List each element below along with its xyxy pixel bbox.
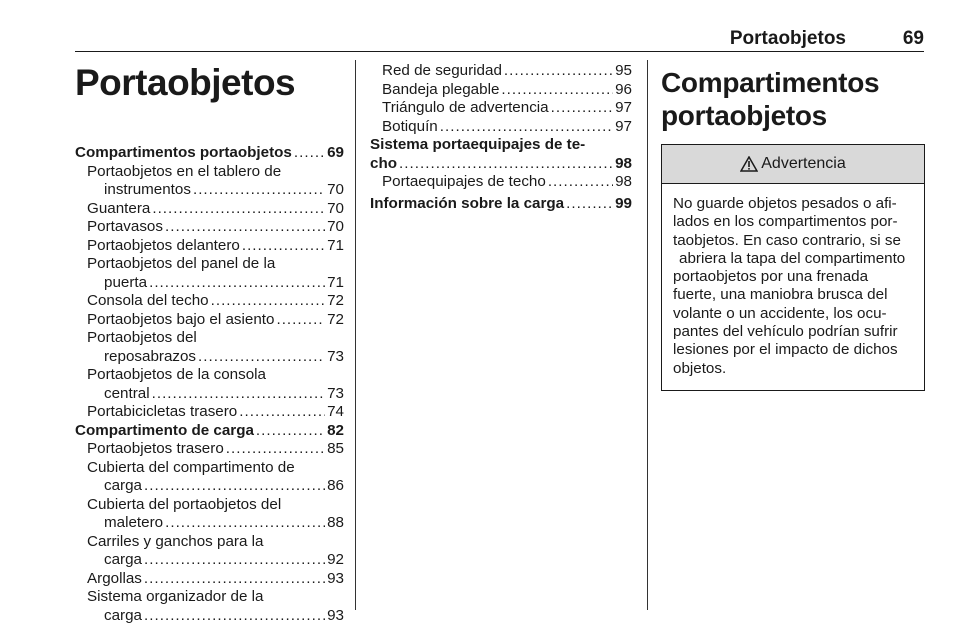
dot-leader [294, 144, 325, 163]
toc-item[interactable] [75, 292, 344, 311]
toc-page-number: 85 [327, 440, 344, 457]
toc-page-number: 74 [327, 403, 344, 420]
dot-leader [144, 551, 325, 570]
toc-page-number: 97 [615, 117, 632, 135]
page-header [75, 28, 924, 50]
toc-item[interactable] [75, 163, 344, 200]
page-number: 69 [902, 28, 924, 49]
column-divider-1 [355, 60, 356, 610]
toc-item-label: Portaobjetos delantero [87, 236, 240, 254]
toc-page-number: 71 [327, 236, 344, 254]
dot-leader [276, 311, 325, 330]
toc-section[interactable] [75, 422, 344, 441]
toc-item-label-line-1: Cubierta del portaobjetos del [87, 495, 282, 513]
dot-leader [211, 292, 326, 311]
toc-page-number: 97 [615, 99, 632, 116]
warning-text-line: portaobjetos por una frenada [673, 268, 869, 286]
toc-item[interactable] [382, 99, 632, 118]
toc-item[interactable] [75, 570, 344, 589]
toc-item[interactable] [75, 588, 344, 625]
toc-section[interactable] [75, 144, 344, 163]
toc-page-number: 70 [327, 218, 344, 235]
warning-text-line: lesiones por el impacto de dichos [673, 341, 898, 359]
toc-item-label: Bandeja plegable [382, 80, 500, 98]
warning-text-line: taobjetos. En caso contrario, si se [673, 231, 901, 249]
warning-text [662, 184, 924, 390]
toc-item[interactable] [75, 237, 344, 256]
toc-item-label: Portabicicletas trasero [87, 403, 238, 420]
dot-leader [399, 155, 613, 174]
toc-column-1 [75, 62, 344, 625]
dot-leader [149, 274, 325, 293]
toc-section-label: Sistema portaequipajes de te- [370, 136, 586, 153]
toc-item-label: Triángulo de advertencia [382, 99, 549, 116]
toc-item-label-line-1: Cubierta del compartimento de [87, 458, 295, 476]
table-of-contents [75, 144, 344, 625]
toc-item-roof-rack[interactable] [370, 173, 632, 192]
section-title-line-2: portaobjetos [661, 100, 827, 131]
warning-triangle-icon [740, 156, 758, 172]
toc-item-label: puerta [104, 273, 148, 291]
chapter-title: Portaobjetos [75, 62, 296, 103]
toc-item-label: Portaobjetos trasero [87, 440, 224, 457]
toc-item[interactable] [75, 496, 344, 533]
toc-item-label: Portavasos [87, 218, 163, 235]
toc-section-load-info[interactable] [370, 195, 632, 214]
toc-page-number: 73 [327, 384, 344, 402]
dot-leader [256, 422, 325, 441]
dot-leader [440, 118, 613, 137]
toc-page-number: 82 [327, 421, 344, 439]
toc-page-number: 96 [615, 80, 632, 98]
section-title [661, 66, 925, 132]
toc-item-label-line-1: Carriles y ganchos para la [87, 532, 264, 550]
dot-leader [144, 477, 325, 496]
dot-leader [144, 607, 325, 626]
dot-leader [239, 403, 325, 422]
toc-item[interactable] [382, 81, 632, 100]
toc-column-2 [370, 62, 632, 213]
toc-page-number: 71 [327, 273, 344, 291]
toc-item-label: Compartimentos portaobjetos [75, 144, 292, 161]
dot-leader [242, 237, 325, 256]
warning-text-line: pantes del vehículo podrían sufrir [673, 323, 898, 341]
header-divider [75, 51, 924, 52]
toc-item-label: Argollas [87, 569, 142, 587]
toc-page-number: 93 [327, 606, 344, 624]
toc-item[interactable] [75, 200, 344, 219]
toc-page-number: 72 [327, 310, 344, 328]
toc-item[interactable] [382, 62, 632, 81]
toc-item[interactable] [75, 440, 344, 459]
dot-leader [504, 62, 613, 81]
dot-leader [165, 218, 325, 237]
toc-page-number: 93 [327, 569, 344, 587]
dot-leader [551, 99, 613, 118]
warning-text-line: abriera la tapa del compartimento [679, 249, 906, 267]
dot-leader [193, 181, 325, 200]
dot-leader [152, 385, 326, 404]
toc-item[interactable] [75, 403, 344, 422]
toc-page-number: 99 [615, 194, 632, 212]
toc-page-number: 73 [327, 347, 344, 365]
section-title-line-1: Compartimentos [661, 67, 880, 98]
toc-page-number: 70 [327, 181, 344, 198]
toc-item-label: Compartimento de carga [75, 421, 254, 439]
warning-text-line: volante o un accidente, los ocu- [673, 304, 887, 322]
dot-leader [548, 173, 613, 192]
dot-leader [152, 200, 325, 219]
column-divider-2 [647, 60, 648, 610]
toc-page-number: 95 [615, 62, 632, 79]
content-column-3 [661, 62, 925, 391]
warning-text-line: lados en los compartimentos por- [673, 213, 898, 231]
toc-item[interactable] [75, 218, 344, 237]
toc-item[interactable] [75, 255, 344, 292]
toc-page-number: 88 [327, 514, 344, 531]
toc-item-label-line-1: Portaobjetos en el tablero de [87, 162, 282, 180]
toc-section-roof[interactable] [370, 136, 632, 173]
toc-item-label: instrumentos [104, 181, 191, 198]
toc-item[interactable] [75, 459, 344, 496]
toc-page-number: 70 [327, 199, 344, 217]
toc-item-label: Botiquín [382, 117, 438, 135]
toc-item-label-line-1: Portaobjetos del [87, 329, 197, 346]
toc-item-label: Red de seguridad [382, 62, 502, 79]
warning-text-line: fuerte, una maniobra brusca del [673, 286, 888, 304]
toc-page-number: 98 [615, 154, 632, 172]
toc-item-label: carga [104, 551, 142, 568]
toc-item[interactable] [75, 533, 344, 570]
toc-item-label: Portaequipajes de techo [382, 173, 546, 190]
warning-box [661, 144, 925, 391]
dot-leader [226, 440, 325, 459]
toc-section-label: Información sobre la carga [370, 194, 565, 212]
toc-item[interactable] [75, 366, 344, 403]
table-of-contents-continued [370, 62, 632, 213]
dot-leader [566, 195, 613, 214]
toc-item-label-line-1: Sistema organizador de la [87, 588, 264, 605]
toc-item-label: Guantera [87, 199, 151, 217]
dot-leader [165, 514, 325, 533]
dot-leader [144, 570, 325, 589]
toc-item-label-line-1: Portaobjetos de la consola [87, 366, 266, 383]
toc-page-number: 69 [327, 144, 344, 161]
toc-item-label: Consola del techo [87, 292, 209, 309]
warning-text-line: objetos. [673, 359, 727, 377]
toc-item-label: reposabrazos [104, 347, 197, 365]
toc-item-label: maletero [104, 514, 164, 531]
toc-item[interactable] [75, 329, 344, 366]
toc-item[interactable] [382, 118, 632, 137]
toc-item-label-line-1: Portaobjetos del panel de la [87, 255, 276, 272]
warning-heading: Advertencia [761, 155, 846, 172]
toc-item-label: carga [104, 606, 142, 624]
toc-item-label: Portaobjetos bajo el asiento [87, 310, 275, 328]
toc-page-number: 72 [327, 292, 344, 309]
warning-text-line: No guarde objetos pesados o afi- [673, 195, 897, 212]
toc-page-number: 92 [327, 551, 344, 568]
dot-leader [501, 81, 613, 100]
toc-item[interactable] [75, 311, 344, 330]
toc-page-number: 98 [615, 173, 632, 190]
running-title: Portaobjetos [729, 28, 846, 49]
dot-leader [198, 348, 325, 367]
toc-item-label: central [104, 384, 150, 402]
toc-page-number: 86 [327, 477, 344, 494]
toc-item-label: carga [104, 477, 142, 494]
warning-header [662, 145, 924, 184]
toc-section-label-cont: cho [370, 154, 398, 172]
